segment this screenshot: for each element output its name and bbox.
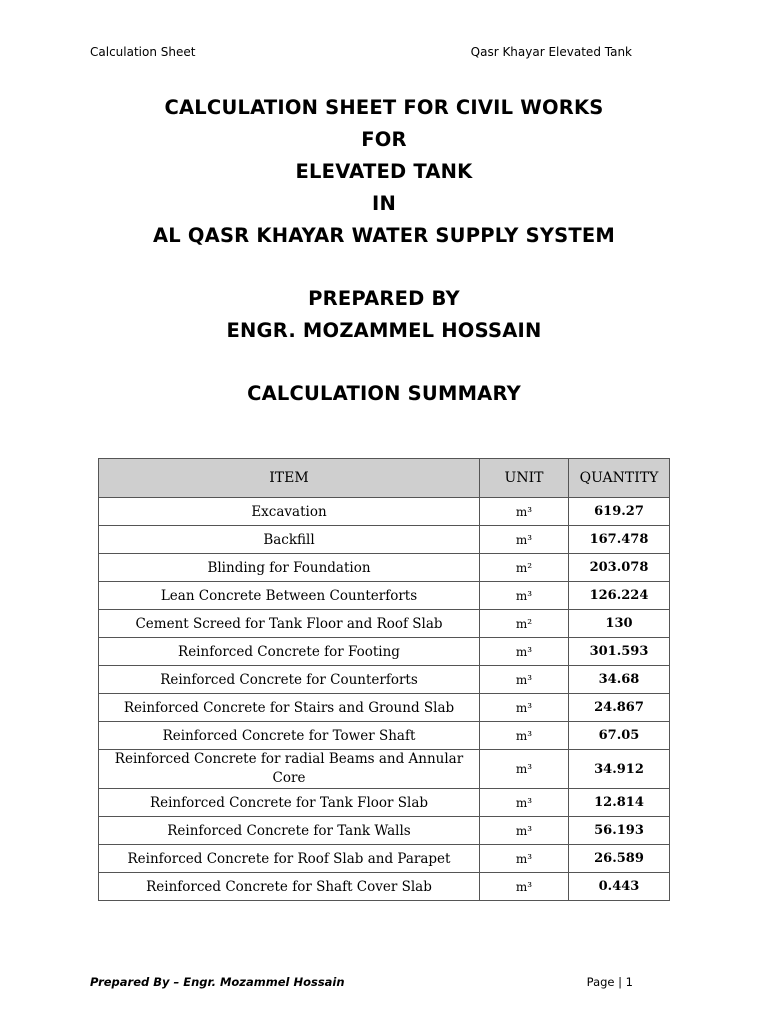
unit-cell: m³	[480, 638, 569, 666]
table-row	[99, 750, 670, 789]
table-body	[99, 498, 670, 901]
title-line-5: AL QASR KHAYAR WATER SUPPLY SYSTEM	[152, 224, 616, 247]
quantity-cell: 34.912	[569, 750, 670, 789]
table-row	[99, 582, 670, 610]
calculation-summary-table	[98, 458, 670, 901]
item-cell: Excavation	[99, 498, 480, 526]
table-header-row	[99, 459, 670, 498]
item-cell: Reinforced Concrete for Tank Walls	[99, 817, 480, 845]
unit-cell: m²	[480, 610, 569, 638]
table-row	[99, 722, 670, 750]
quantity-cell: 12.814	[569, 789, 670, 817]
item-cell: Reinforced Concrete for Stairs and Ground Slab	[99, 694, 480, 722]
item-cell: Reinforced Concrete for radial Beams and Annular Core	[99, 750, 480, 789]
unit-cell: m³	[480, 789, 569, 817]
title-block	[0, 92, 768, 410]
author-name: ENGR. MOZAMMEL HOSSAIN	[226, 319, 542, 342]
item-cell: Reinforced Concrete for Counterforts	[99, 666, 480, 694]
table-row	[99, 498, 670, 526]
title-line-4: IN	[372, 192, 396, 215]
unit-cell: m³	[480, 694, 569, 722]
summary-heading: CALCULATION SUMMARY	[247, 382, 521, 405]
unit-cell: m³	[480, 526, 569, 554]
unit-cell: m³	[480, 873, 569, 901]
quantity-cell: 26.589	[569, 845, 670, 873]
quantity-cell: 56.193	[569, 817, 670, 845]
column-header-quantity: QUANTITY	[569, 459, 670, 498]
header-left-text: Calculation Sheet	[90, 45, 196, 59]
footer-prepared-by: Prepared By – Engr. Mozammel Hossain	[90, 975, 345, 989]
title-line-3: ELEVATED TANK	[295, 160, 473, 183]
unit-cell: m³	[480, 817, 569, 845]
table-row	[99, 610, 670, 638]
item-cell: Reinforced Concrete for Shaft Cover Slab	[99, 873, 480, 901]
unit-cell: m³	[480, 845, 569, 873]
unit-cell: m²	[480, 554, 569, 582]
item-cell: Lean Concrete Between Counterforts	[99, 582, 480, 610]
header-right-text: Qasr Khayar Elevated Tank	[470, 45, 632, 59]
item-cell: Backfill	[99, 526, 480, 554]
item-cell: Reinforced Concrete for Tank Floor Slab	[99, 789, 480, 817]
footer-page-number: Page | 1	[586, 975, 633, 989]
column-header-unit: UNIT	[480, 459, 569, 498]
table-row	[99, 554, 670, 582]
table-row	[99, 789, 670, 817]
unit-cell: m³	[480, 498, 569, 526]
table-row	[99, 694, 670, 722]
prepared-by-label: PREPARED BY	[308, 287, 460, 310]
item-cell: Reinforced Concrete for Roof Slab and Parapet	[99, 845, 480, 873]
quantity-cell: 130	[569, 610, 670, 638]
quantity-cell: 203.078	[569, 554, 670, 582]
quantity-cell: 619.27	[569, 498, 670, 526]
column-header-item: ITEM	[99, 459, 480, 498]
quantity-cell: 67.05	[569, 722, 670, 750]
title-line-2: FOR	[361, 128, 407, 151]
quantity-cell: 126.224	[569, 582, 670, 610]
unit-cell: m³	[480, 582, 569, 610]
table-row	[99, 873, 670, 901]
table-row	[99, 666, 670, 694]
title-line-1: CALCULATION SHEET FOR CIVIL WORKS	[164, 96, 604, 119]
item-cell: Reinforced Concrete for Footing	[99, 638, 480, 666]
quantity-cell: 34.68	[569, 666, 670, 694]
table-row	[99, 638, 670, 666]
unit-cell: m³	[480, 722, 569, 750]
quantity-cell: 24.867	[569, 694, 670, 722]
unit-cell: m³	[480, 750, 569, 789]
table-row	[99, 526, 670, 554]
quantity-cell: 167.478	[569, 526, 670, 554]
item-cell: Cement Screed for Tank Floor and Roof Slab	[99, 610, 480, 638]
quantity-cell: 0.443	[569, 873, 670, 901]
unit-cell: m³	[480, 666, 569, 694]
item-cell: Blinding for Foundation	[99, 554, 480, 582]
item-cell: Reinforced Concrete for Tower Shaft	[99, 722, 480, 750]
table-row	[99, 845, 670, 873]
table-row	[99, 817, 670, 845]
quantity-cell: 301.593	[569, 638, 670, 666]
